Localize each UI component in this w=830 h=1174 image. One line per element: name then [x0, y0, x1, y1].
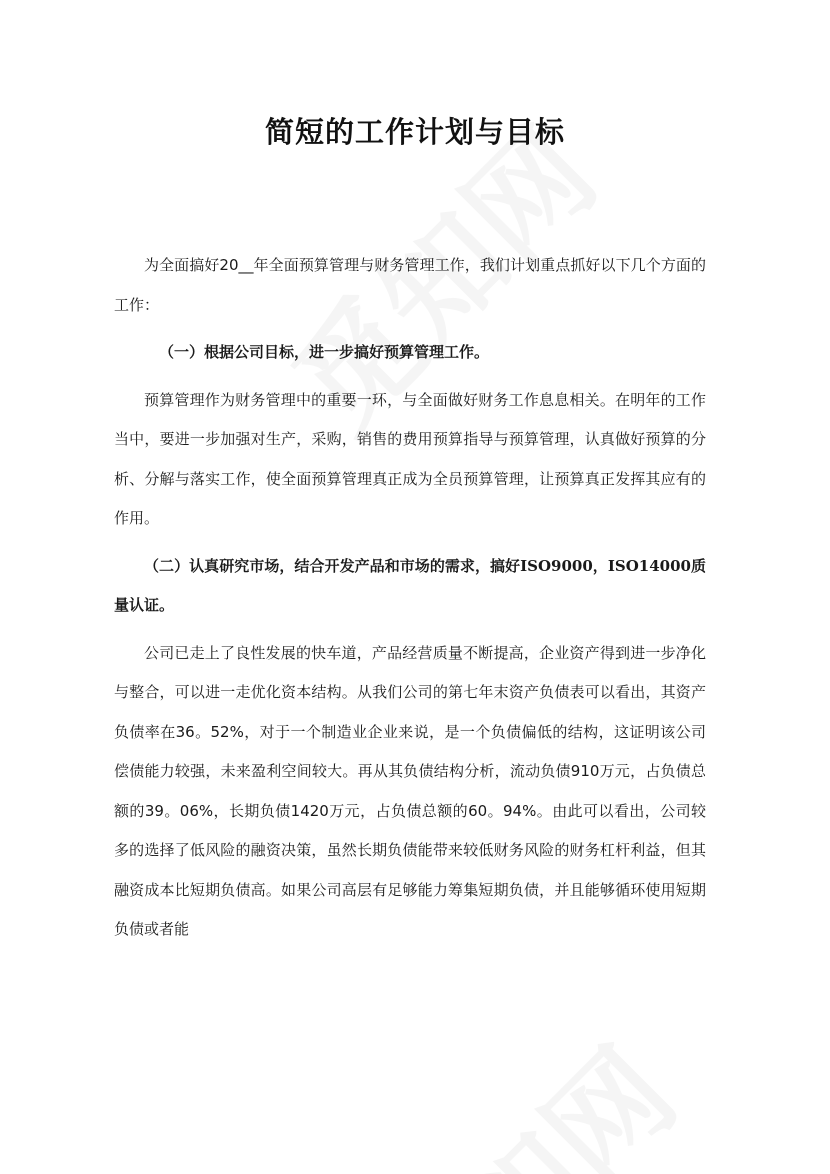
- section-2-paragraph: 公司已走上了良性发展的快车道，产品经营质量不断提高，企业资产得到进一步净化与整合，可以进一走优化资本结构。从我们公司的第七年末资产负债表可以看出，其资产负债率在36。52%，对于一个制造业企业来说，是一个负债偏低的结构，这证明该公司偿债能力较强，未来盈利空间较大。再从其负债结构分析，流动负债910万元，占负债总额的39。06%，长期负债1420万元，占负债总额的60。94%。由此可以看出，公司较多的选择了低风险的融资决策，虽然长期负债能带来较低财务风险的财务杠杆利益，但其融资成本比短期负债高。如果公司高层有足够能力筹集短期负债，并且能够循环使用短期负债或者能: [114, 643, 706, 938]
- page-title: 简短的工作计划与目标: [264, 115, 565, 149]
- section-1-paragraph: 预算管理作为财务管理中的重要一环，与全面做好财务工作息息相关。在明年的工作当中，要进一步加强对生产，采购，销售的费用预算指导与预算管理，认真做好预算的分析、分解与落实工作，使全面预算管理真正成为全员预算管理，让预算真正发挥其应有的作用。: [114, 390, 706, 527]
- intro-paragraph: 为全面搞好20__年全面预算管理与财务管理工作，我们计划重点抓好以下几个方面的工作：: [114, 256, 706, 314]
- watermark-secondary: [330, 1005, 706, 1174]
- section-heading-1: （一）根据公司目标，进一步搞好预算管理工作。: [159, 343, 490, 361]
- document-body: [114, 246, 706, 950]
- section-heading-2: （二）认真研究市场，结合开发产品和市场的需求，搞好ISO9000，ISO14000质量认证。: [114, 556, 706, 614]
